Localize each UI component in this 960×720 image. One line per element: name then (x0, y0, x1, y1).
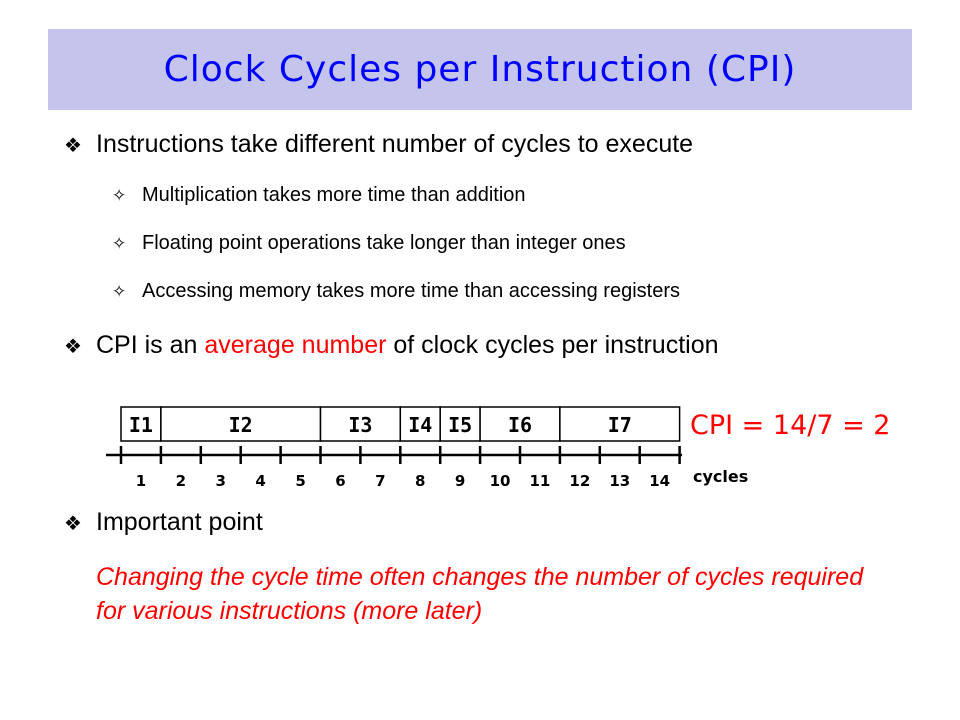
cycle-number: 14 (649, 472, 671, 490)
diamond-bullet-icon: ❖ (64, 334, 82, 358)
cycle-number: 11 (529, 472, 551, 490)
important-note: Changing the cycle time often changes the number of cycles required for various instructions (more later) (96, 563, 864, 625)
instruction-label: I5 (448, 413, 473, 437)
cycle-number: 10 (489, 472, 511, 490)
sub-bullet-2-text: Floating point operations take longer than integer ones (142, 232, 626, 254)
star-bullet-icon: ✧ (112, 186, 127, 206)
axis-label: cycles (693, 467, 749, 486)
star-bullet-icon: ✧ (112, 282, 127, 302)
slide-title: Clock Cycles per Instruction (CPI) (163, 49, 797, 90)
cycle-number: 3 (215, 472, 226, 490)
instruction-label: I4 (408, 413, 433, 437)
instruction-label: I7 (607, 413, 632, 437)
cycle-number: 13 (609, 472, 631, 490)
bullet-2-highlight: average number (204, 331, 387, 359)
bullet-1-text: Instructions take different number of cycles to execute (96, 130, 694, 158)
sub-bullet-3-text: Accessing memory takes more time than accessing registers (142, 280, 680, 302)
instruction-label: I3 (348, 413, 373, 437)
cycle-number: 5 (295, 472, 306, 490)
instruction-label: I6 (507, 413, 533, 437)
cycle-number: 6 (335, 472, 346, 490)
cycle-number: 4 (255, 472, 266, 490)
bullet-3 (64, 508, 263, 537)
bullet-2-post: of clock cycles per instruction (386, 331, 719, 359)
bullet-2-pre: CPI is an (96, 331, 205, 359)
bullet-3-text: Important point (96, 508, 263, 536)
cpi-formula: CPI = 14/7 = 2 (690, 410, 891, 441)
cycle-number: 7 (375, 472, 386, 490)
diamond-bullet-icon: ❖ (64, 133, 82, 157)
diamond-bullet-icon: ❖ (64, 511, 82, 535)
cycle-number: 12 (569, 472, 591, 490)
instruction-label: I1 (128, 413, 153, 437)
instruction-label: I2 (228, 413, 253, 437)
cycle-number: 9 (454, 472, 466, 490)
cycle-number: 2 (175, 472, 187, 490)
sub-bullet-1-text: Multiplication takes more time than addition (142, 184, 526, 206)
star-bullet-icon: ✧ (112, 234, 127, 254)
cycle-number: 8 (415, 472, 426, 490)
cycle-number: 1 (135, 472, 147, 490)
